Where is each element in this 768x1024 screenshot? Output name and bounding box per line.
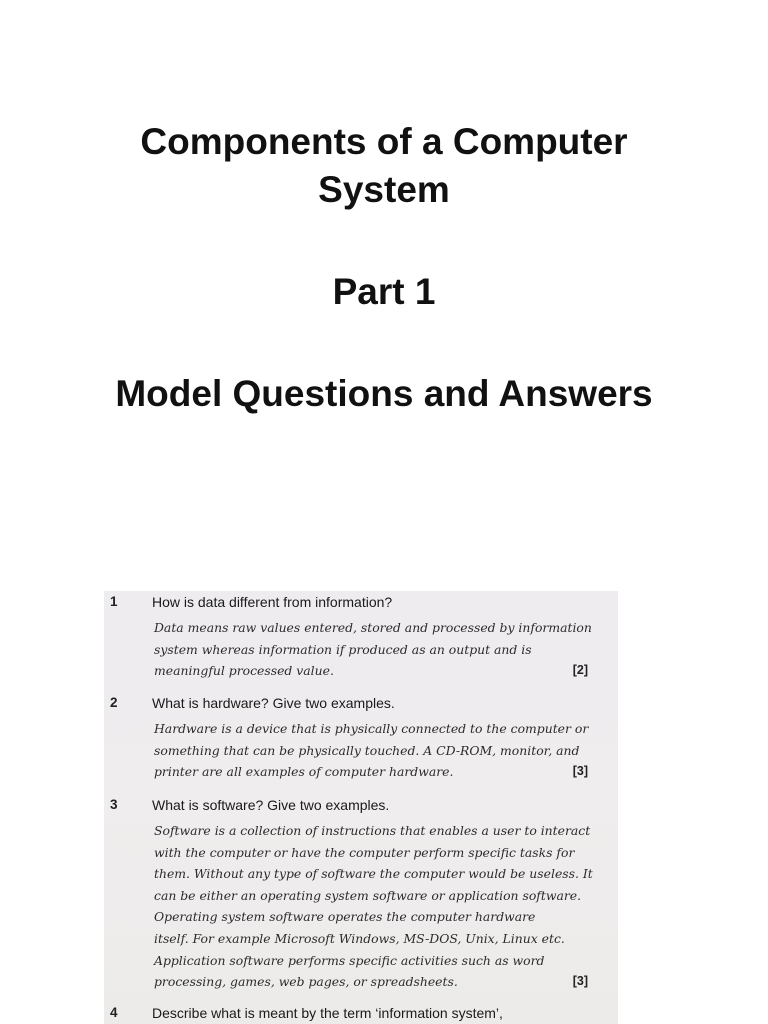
question-text: What is software? Give two examples. [152, 797, 390, 813]
question-block-2 [104, 695, 618, 783]
answer-line: printer are all examples of computer hardware. [154, 764, 454, 780]
question-text: Describe what is meant by the term ‘information system’, [152, 1005, 503, 1021]
marks-badge: [3] [572, 974, 588, 989]
answer-line: Operating system software operates the computer hardware [154, 909, 536, 925]
scanned-page [104, 591, 618, 1024]
marks-badge: [2] [572, 663, 588, 678]
answer-line: itself. For example Microsoft Windows, MS-DOS, Unix, Linux etc. [154, 930, 565, 946]
question-number: 1 [110, 594, 118, 609]
subtitle: Model Questions and Answers [115, 373, 653, 414]
title-line-2: System [318, 169, 450, 210]
title-line-1: Components of a Computer [140, 121, 628, 162]
answer-line: Software is a collection of instructions that enables a user to interact [154, 823, 591, 838]
answer-line: can be either an operating system software or application software. [154, 887, 582, 903]
answer-line: them. Without any type of software the computer would be useless. It [154, 866, 593, 882]
slide-heading [0, 118, 768, 418]
answer-text [154, 820, 618, 993]
marks-badge: [3] [572, 764, 588, 779]
answer-line: with the computer or have the computer perform specific tasks for [154, 844, 575, 860]
question-text: What is hardware? Give two examples. [152, 695, 395, 711]
answer-line: Application software performs specific activities such as word [154, 952, 545, 968]
answer-line: system whereas information if produced as an output and is [154, 641, 532, 657]
question-block-3 [104, 797, 618, 993]
question-block-1 [104, 594, 618, 682]
question-number: 4 [110, 1005, 118, 1020]
question-number: 2 [110, 695, 118, 710]
answer-text [154, 718, 618, 783]
answer-line: processing, games, web pages, or spreadsheets. [154, 974, 458, 990]
question-number: 3 [110, 797, 118, 812]
answer-line: Data means raw values entered, stored and processed by information [154, 620, 592, 635]
answer-line: meaningful processed value. [154, 663, 334, 679]
question-block-4 [104, 1005, 618, 1024]
answer-text [154, 617, 618, 682]
answer-line: Hardware is a device that is physically connected to the computer or [154, 721, 589, 736]
answer-line: something that can be physically touched. A CD-ROM, monitor, and [154, 742, 580, 758]
part-title: Part 1 [332, 271, 436, 312]
question-text: How is data different from information? [152, 594, 393, 610]
